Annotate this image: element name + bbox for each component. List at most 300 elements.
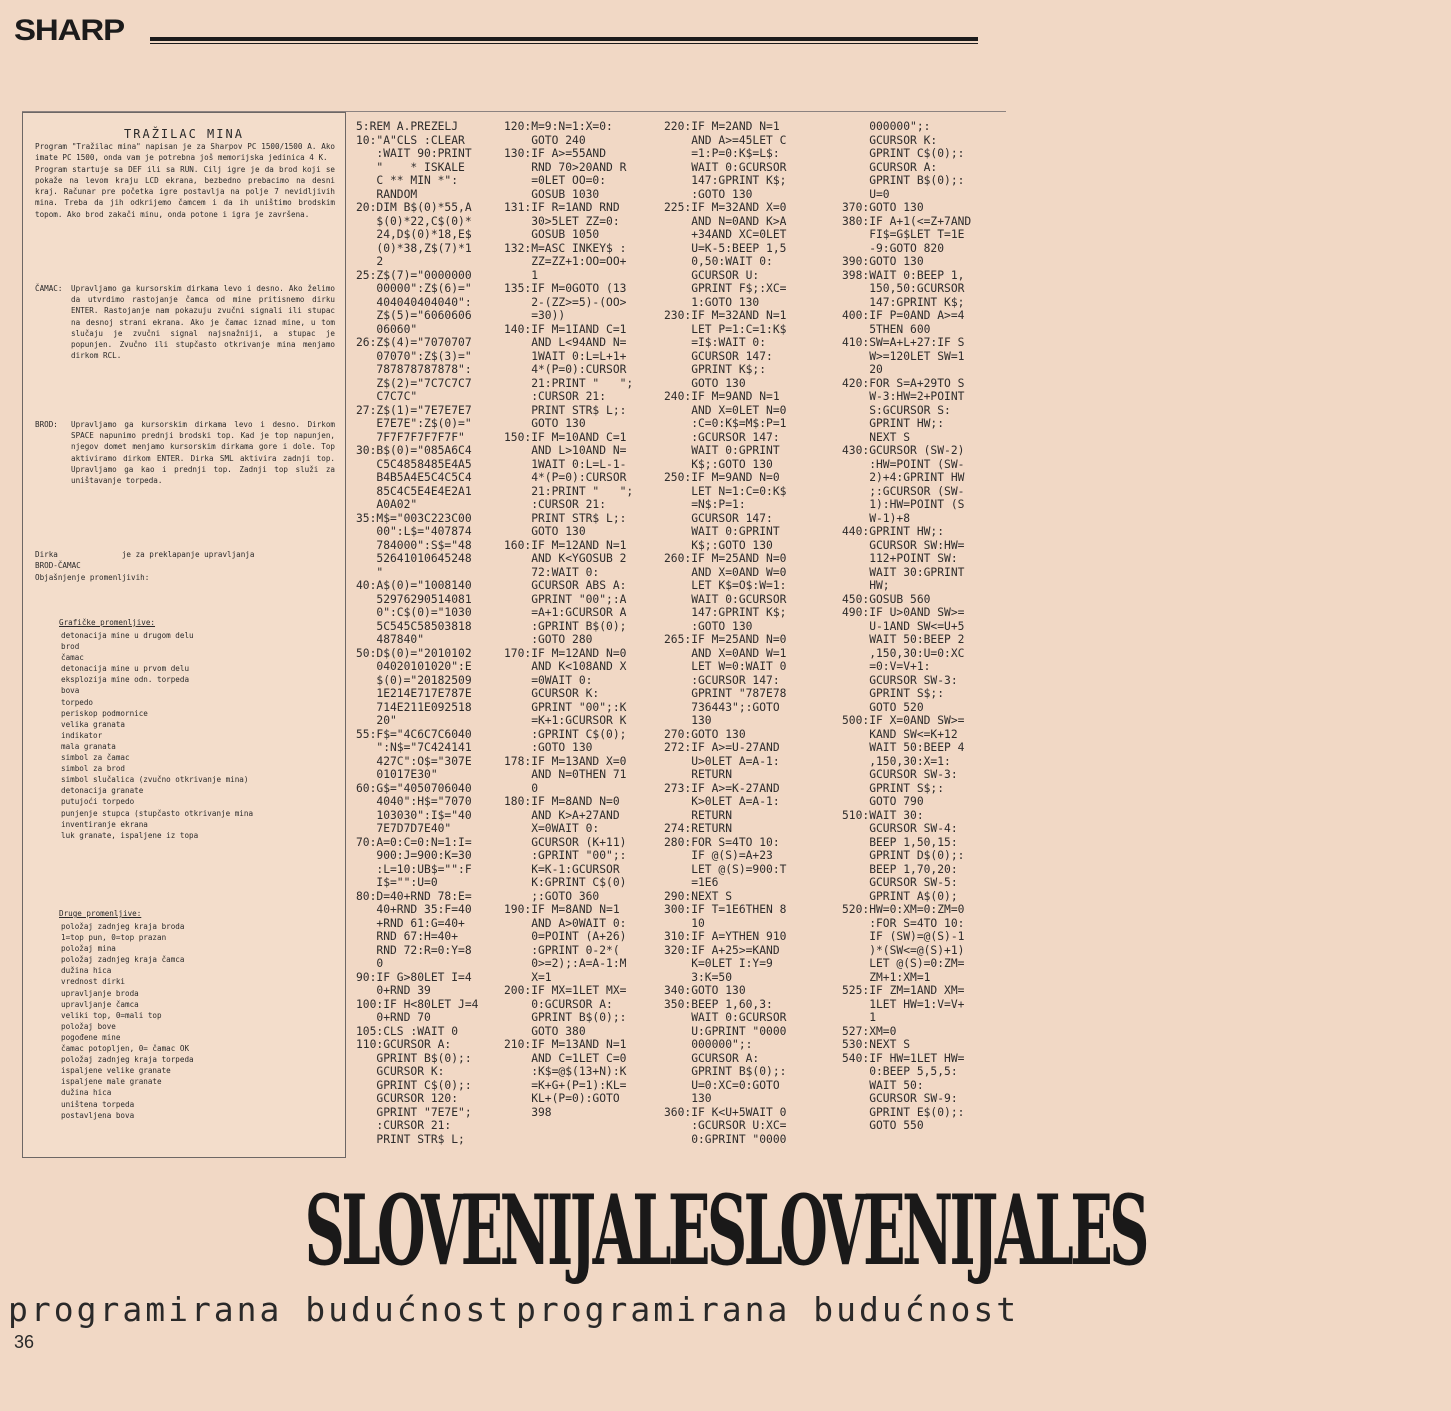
code-line: 200:IF MX=1LET MX= bbox=[504, 984, 627, 997]
other-var-item: položaj mina bbox=[61, 944, 116, 954]
graphic-var-item: periskop podmornice bbox=[61, 708, 148, 718]
code-line: RND 72:R=0:Y=8 bbox=[356, 943, 472, 957]
code-line: PRINT STR$ L;: bbox=[504, 511, 627, 525]
code-line: $(0)="20182509 bbox=[356, 673, 472, 687]
code-line: 540:IF HW=1LET HW= bbox=[842, 1051, 965, 1065]
code-line: 150,50:GCURSOR bbox=[842, 282, 965, 295]
code-line: 00000":Z$(6)=" bbox=[356, 282, 472, 295]
code-line: C5C4858485E4A5 bbox=[356, 457, 472, 471]
code-line: =K+1:GCURSOR K bbox=[504, 714, 627, 727]
code-line: U-1AND SW<=U+5 bbox=[842, 619, 965, 633]
code-line: NEXT S bbox=[842, 430, 911, 444]
other-var-item: položaj zadnjeg kraja čamca bbox=[61, 955, 185, 965]
other-var-item: upravljanje čamca bbox=[61, 999, 139, 1009]
graphic-var-item: detonacija mine u prvom delu bbox=[61, 664, 190, 674]
code-line: 273:IF A>=K-27AND bbox=[664, 781, 780, 795]
code-line: ;:GCURSOR (SW- bbox=[842, 484, 965, 498]
code-line: +RND 61:G=40+ bbox=[356, 916, 465, 930]
code-line: 487840" bbox=[356, 633, 425, 646]
code-line: 736443";:GOTO bbox=[664, 700, 780, 714]
code-line: 52976290514081 bbox=[356, 592, 472, 606]
code-line: :GPRINT B$(0); bbox=[504, 619, 627, 633]
code-line: S:GCURSOR S: bbox=[842, 403, 951, 417]
code-line: 4*(P=0):CURSOR bbox=[504, 363, 627, 376]
code-line: 210:IF M=13AND N=1 bbox=[504, 1038, 627, 1051]
code-line: 20:DIM B$(0)*55,A bbox=[356, 201, 472, 214]
code-line: 240:IF M=9AND N=1 bbox=[664, 390, 780, 403]
code-line: 410:SW=A+L+27:IF S bbox=[842, 336, 965, 349]
code-line: LET P=1:C=1:K$ bbox=[664, 322, 787, 336]
code-line: WAIT 0:GCURSOR bbox=[664, 1011, 787, 1024]
code-line: ZM+1:XM=1 bbox=[842, 970, 931, 984]
code-line: 400:IF P=0AND A>=4 bbox=[842, 309, 965, 322]
header-rule bbox=[150, 37, 978, 41]
code-line: 0>=2);:A=A-1:M bbox=[504, 957, 627, 970]
code-line: 60:G$="4050706040 bbox=[356, 781, 472, 795]
code-line: AND X=0LET N=0 bbox=[664, 403, 787, 417]
code-line: 0,50:WAIT 0: bbox=[664, 255, 773, 268]
code-line: GOTO 130 bbox=[664, 376, 746, 390]
graphic-var-item: mala granata bbox=[61, 741, 116, 751]
code-line: 390:GOTO 130 bbox=[842, 255, 924, 268]
code-line: GPRINT "787E78 bbox=[664, 687, 787, 700]
graphic-var-item: čamac bbox=[61, 653, 84, 663]
code-line: GPRINT B$(0);: bbox=[842, 174, 965, 187]
code-line: :GCURSOR U:XC= bbox=[664, 1119, 787, 1132]
code-line: A0A02" bbox=[356, 498, 418, 511]
banner bbox=[0, 1166, 1147, 1296]
code-line: =0WAIT 0: bbox=[504, 673, 593, 687]
code-line: 147:GPRINT K$; bbox=[664, 606, 787, 619]
code-line: W-1)+8 bbox=[842, 511, 911, 525]
code-line: =1E6 bbox=[664, 876, 719, 889]
code-line: GPRINT E$(0);: bbox=[842, 1105, 965, 1119]
other-var-item: čamac potopljen, 0= čamac OK bbox=[61, 1044, 190, 1054]
code-line: GPRINT S$;: bbox=[842, 781, 945, 795]
brod-section bbox=[35, 419, 335, 486]
code-line: 07070":Z$(3)=" bbox=[356, 349, 472, 363]
code-line: GOTO 790 bbox=[842, 795, 924, 808]
code-line: $(0)*22,C$(0)* bbox=[356, 214, 472, 228]
code-line: 490:IF U>0AND SW>= bbox=[842, 606, 965, 619]
code-line: :GOTO 130 bbox=[664, 619, 753, 633]
code-line: 398:WAIT 0:BEEP 1, bbox=[842, 268, 965, 282]
article-title: TRAŽILAC MINA bbox=[124, 127, 244, 141]
code-line: 105:CLS :WAIT 0 bbox=[356, 1024, 459, 1038]
other-var-item: dužina hica bbox=[61, 1088, 112, 1098]
brod-term: BROD: bbox=[35, 420, 58, 429]
graphic-var-item: punjenje stupca (stupčasto otkrivanje mina bbox=[61, 808, 254, 818]
code-line: X=0WAIT 0: bbox=[504, 822, 600, 835]
other-var-item: položaj zadnjeg kraja torpeda bbox=[61, 1055, 194, 1065]
code-line: 1WAIT 0:L=L+1+ bbox=[504, 349, 627, 363]
code-line: ZZ=ZZ+1:OO=OO+ bbox=[504, 255, 627, 268]
code-line: PRINT STR$ L;: bbox=[504, 403, 627, 417]
code-line: :GPRINT "00";: bbox=[504, 849, 627, 862]
code-line: 530:NEXT S bbox=[842, 1038, 911, 1051]
code-line: :CURSOR 21: bbox=[504, 390, 607, 403]
code-line: =A+1:GCURSOR A bbox=[504, 606, 627, 619]
code-line: :C=0:K$=M$:P=1 bbox=[664, 417, 787, 430]
code-line: :WAIT 90:PRINT bbox=[356, 147, 472, 160]
code-line: K$;:GOTO 130 bbox=[664, 538, 773, 552]
code-line: U=0 bbox=[842, 187, 890, 201]
code-line: AND A>=45LET C bbox=[664, 133, 787, 147]
code-line: 0 bbox=[356, 957, 384, 970]
code-line: C7C7C" bbox=[356, 390, 418, 403]
code-line: 10 bbox=[664, 916, 705, 930]
code-line: GCURSOR SW-4: bbox=[842, 822, 958, 835]
code-line: RND 67:H=40+ bbox=[356, 930, 459, 943]
code-line: 178:IF M=13AND X=0 bbox=[504, 754, 627, 768]
other-var-item: uništena torpeda bbox=[61, 1099, 135, 1109]
code-line: 714E211E092518 bbox=[356, 700, 472, 714]
graphic-var-item: simbol za brod bbox=[61, 764, 126, 774]
code-line: 170:IF M=12AND N=0 bbox=[504, 646, 627, 660]
other-var-item: 1=top pun, 0=top prazan bbox=[61, 933, 167, 943]
code-line: 0+RND 70 bbox=[356, 1011, 431, 1024]
graphic-vars-list bbox=[61, 630, 341, 841]
code-line: PRINT STR$ L; bbox=[356, 1132, 465, 1146]
code-line: :GPRINT C$(0); bbox=[504, 727, 627, 741]
code-line: 132:M=ASC INKEY$ : bbox=[504, 241, 627, 255]
code-line: K=0LET I:Y=9 bbox=[664, 957, 773, 970]
code-line: 55:F$="4C6C7C6040 bbox=[356, 727, 472, 741]
code-line: GOTO 130 bbox=[504, 417, 586, 430]
graphic-var-item: inventiranje ekrana bbox=[61, 819, 148, 829]
code-line: 787878787878": bbox=[356, 363, 472, 376]
graphic-var-item: brod bbox=[61, 642, 80, 652]
other-var-item: veliki top, 0=mali top bbox=[61, 1010, 162, 1020]
code-line: 450:GOSUB 560 bbox=[842, 592, 931, 606]
code-line: AND K>A+27AND bbox=[504, 808, 620, 822]
code-line: 131:IF R=1AND RND bbox=[504, 201, 620, 214]
code-line: =1:P=0:K$=L$: bbox=[664, 147, 780, 160]
camac-term: ČAMAC: bbox=[35, 284, 63, 293]
code-line: 2)+4:GPRINT HW bbox=[842, 471, 965, 484]
graphic-var-item: detonacija granate bbox=[61, 786, 144, 796]
code-line: 26:Z$(4)="7070707 bbox=[356, 336, 472, 349]
code-line: GCURSOR SW-5: bbox=[842, 876, 958, 889]
code-line: 30:B$(0)="085A6C4 bbox=[356, 444, 472, 457]
code-line: GCURSOR K: bbox=[504, 687, 600, 700]
code-line: 270:GOTO 130 bbox=[664, 727, 746, 741]
code-line: GCURSOR SW-9: bbox=[842, 1092, 958, 1105]
code-line: 90:IF G>80LET I=4 bbox=[356, 970, 472, 984]
other-var-item: upravljanje broda bbox=[61, 988, 139, 998]
code-line: IF (SW)=@(S)-1 bbox=[842, 930, 965, 943]
code-line: GPRINT S$;: bbox=[842, 687, 945, 700]
code-line: WAIT 0:GPRINT bbox=[664, 444, 780, 457]
code-line: GOTO 380 bbox=[504, 1024, 586, 1038]
code-column-2 bbox=[504, 120, 633, 1119]
code-line: 35:M$="003C223C00 bbox=[356, 511, 472, 525]
graphic-var-item: detonacija mine u drugom delu bbox=[61, 631, 194, 640]
code-line: 24,D$(0)*18,E$ bbox=[356, 228, 472, 241]
graphic-var-item: eksplozija mine odn. torpeda bbox=[61, 675, 190, 685]
code-line: GPRINT "00";:A bbox=[504, 592, 627, 606]
code-line: 250:IF M=9AND N=0 bbox=[664, 471, 780, 484]
code-line: LET @(S)=900:T bbox=[664, 862, 787, 876]
code-line: AND X=0AND W=1 bbox=[664, 646, 787, 660]
code-line: 72:WAIT 0: bbox=[504, 565, 600, 579]
dirka-line-2: BROD-ČAMAC bbox=[35, 561, 81, 570]
code-line: 274:RETURN bbox=[664, 822, 733, 835]
code-line: 130 bbox=[664, 1092, 712, 1105]
code-line: Z$(5)="6060606 bbox=[356, 309, 472, 322]
code-line: 340:GOTO 130 bbox=[664, 984, 746, 997]
graphic-var-item: velika granata bbox=[61, 719, 126, 729]
code-line: 260:IF M=25AND N=0 bbox=[664, 552, 787, 565]
code-line: GPRINT K$;: bbox=[664, 363, 767, 376]
code-line: BEEP 1,70,20: bbox=[842, 862, 958, 876]
code-line: 784000":S$="48 bbox=[356, 538, 472, 552]
code-line: 280:FOR S=4TO 10: bbox=[664, 835, 780, 849]
code-line: RETURN bbox=[664, 768, 733, 781]
code-line: 000000";: bbox=[842, 120, 931, 133]
article-box bbox=[22, 112, 346, 1158]
code-line: WAIT 0:GPRINT bbox=[664, 525, 780, 538]
code-line: AND X=0AND W=0 bbox=[664, 565, 787, 579]
code-line: 380:IF A+1(<=Z+7AND bbox=[842, 214, 972, 228]
code-line: LET W=0:WAIT 0 bbox=[664, 660, 787, 673]
code-line: 50:D$(0)="2010102 bbox=[356, 646, 472, 660]
other-var-item: ispaljene male granate bbox=[61, 1077, 162, 1087]
code-line: 430:GCURSOR (SW-2) bbox=[842, 444, 965, 457]
code-line: 21:PRINT " "; bbox=[504, 376, 634, 390]
code-line: 0":C$(0)="1030 bbox=[356, 606, 472, 619]
other-var-item: položaj zadnjeg kraja broda bbox=[61, 922, 185, 931]
code-line: AND N=0AND K>A bbox=[664, 214, 787, 228]
code-line: 520:HW=0:XM=0:ZM=0 bbox=[842, 903, 965, 916]
code-line: 20" bbox=[356, 714, 397, 727]
code-line: )*(SW<=@(S)+1) bbox=[842, 943, 965, 957]
code-line: 147:GPRINT K$; bbox=[842, 295, 965, 309]
code-line: 265:IF M=25AND N=0 bbox=[664, 633, 787, 646]
code-line: 370:GOTO 130 bbox=[842, 201, 924, 214]
code-line: U>0LET A=A-1: bbox=[664, 754, 780, 768]
code-line: 25:Z$(7)="0000000 bbox=[356, 268, 472, 282]
code-line: GCURSOR K: bbox=[842, 133, 938, 147]
code-line: 110:GCURSOR A: bbox=[356, 1038, 452, 1051]
code-line: 0:GPRINT "0000 bbox=[664, 1132, 787, 1146]
code-line: 427C":O$="307E bbox=[356, 754, 472, 768]
code-line: 85C4C5E4E4E2A1 bbox=[356, 484, 472, 498]
code-line: 360:IF K<U+5WAIT 0 bbox=[664, 1105, 787, 1119]
code-line: GPRINT B$(0);: bbox=[356, 1051, 472, 1065]
code-line: 130:IF A>=55AND bbox=[504, 147, 607, 160]
code-line: 40:A$(0)="1008140 bbox=[356, 579, 472, 592]
code-line: GOTO 240 bbox=[504, 133, 586, 147]
code-line: 2 bbox=[356, 255, 384, 268]
graphic-var-item: putujoći torpedo bbox=[61, 797, 135, 807]
code-line: WAIT 0:GCURSOR bbox=[664, 592, 787, 606]
code-line: I$="":U=0 bbox=[356, 876, 438, 889]
code-line: K>0LET A=A-1: bbox=[664, 795, 780, 808]
graphic-var-item: simbol slučalica (zvučno otkrivanje mina) bbox=[61, 775, 249, 785]
graphic-vars-heading: Grafičke promenljive: bbox=[59, 618, 156, 627]
code-line: " bbox=[356, 565, 384, 579]
code-line: 190:IF M=8AND N=1 bbox=[504, 903, 620, 916]
code-line: :FOR S=4TO 10: bbox=[842, 916, 965, 930]
code-line: 00":L$="407874 bbox=[356, 525, 472, 538]
other-vars-list bbox=[61, 921, 341, 1121]
code-line: 220:IF M=2AND N=1 bbox=[664, 120, 780, 133]
code-line: 01017E30" bbox=[356, 768, 438, 781]
code-line: 21:PRINT " "; bbox=[504, 484, 634, 498]
code-line: U=0:XC=0:GOTO bbox=[664, 1078, 780, 1092]
code-line: 5:REM A.PREZELJ bbox=[356, 120, 459, 133]
graphic-var-item: bova bbox=[61, 686, 80, 696]
code-line: C ** MIN *": bbox=[356, 174, 459, 187]
code-line: GOTO 550 bbox=[842, 1119, 924, 1132]
code-line: LET N=1:C=0:K$ bbox=[664, 484, 787, 498]
code-line: 420:FOR S=A+29TO S bbox=[842, 376, 965, 390]
code-line: 0=POINT (A+26) bbox=[504, 930, 627, 943]
code-line: 404040404040": bbox=[356, 295, 472, 309]
code-line: WAIT 0:GCURSOR bbox=[664, 160, 787, 174]
code-line: =N$:P=1: bbox=[664, 498, 746, 511]
code-line: 525:IF ZM=1AND XM= bbox=[842, 984, 965, 997]
code-line: :GCURSOR 147: bbox=[664, 673, 780, 687]
code-line: GCURSOR 120: bbox=[356, 1092, 459, 1105]
code-line: 440:GPRINT HW;: bbox=[842, 525, 945, 538]
banner-text: SLOVENIJALESLOVENIJALES bbox=[304, 1174, 1147, 1287]
code-line: 20 bbox=[842, 363, 883, 376]
code-line: ":N$="7C424141 bbox=[356, 741, 472, 754]
graphic-var-item: simbol za čamac bbox=[61, 753, 130, 763]
code-line: GCURSOR ABS A: bbox=[504, 579, 627, 592]
code-line: :K$=@$(13+N):K bbox=[504, 1065, 627, 1078]
code-line: :GPRINT 0-2*( bbox=[504, 943, 620, 957]
code-line: K$;:GOTO 130 bbox=[664, 457, 773, 471]
code-line: 000000";: bbox=[664, 1038, 753, 1051]
code-line: 500:IF X=0AND SW>= bbox=[842, 714, 965, 727]
code-line: W>=120LET SW=1 bbox=[842, 349, 965, 363]
code-line: 52641010645248 bbox=[356, 552, 472, 565]
code-line: -9:GOTO 820 bbox=[842, 241, 945, 255]
camac-body: Upravljamo ga kursorskim dirkama levo i desno. Ako želimo da utvrdimo rastojanje čamca od mine pritisnemo dirku ENTER. Rastojanje nam pokazuju zvučni signali ili stupac na desnoj strani ekrana. Ako je čamac iznad mine, u tom slučaju je zvučni signal najsnažniji, a stupac je popunjen. Zvučno ili stupčasto otkrivanje mina menjamo dirkom RCL. bbox=[71, 284, 335, 361]
code-line: AND L<94AND N= bbox=[504, 336, 627, 349]
code-line: RETURN bbox=[664, 808, 733, 822]
code-line: 30>5LET ZZ=0: bbox=[504, 214, 620, 228]
code-line: 350:BEEP 1,60,3: bbox=[664, 997, 773, 1011]
other-var-item: postavljena bova bbox=[61, 1110, 135, 1120]
code-line: :GOTO 130 bbox=[664, 187, 753, 201]
code-line: 150:IF M=10AND C=1 bbox=[504, 430, 627, 444]
code-line: WAIT 30:GPRINT bbox=[842, 565, 965, 579]
code-line: 5C545C58503818 bbox=[356, 619, 472, 633]
code-line: LET @(S)=0:ZM= bbox=[842, 957, 965, 970]
code-column-4 bbox=[842, 120, 971, 1133]
code-line: :GOTO 280 bbox=[504, 633, 593, 646]
code-line: GPRINT HW;: bbox=[842, 417, 945, 430]
code-line: GOTO 520 bbox=[842, 700, 924, 714]
graphic-var-item: luk granate, ispaljene iz topa bbox=[61, 830, 199, 840]
camac-section bbox=[35, 283, 335, 361]
code-line: GPRINT F$;:XC= bbox=[664, 282, 787, 295]
code-line: GCURSOR SW-3: bbox=[842, 768, 958, 781]
code-line: 290:NEXT S bbox=[664, 889, 733, 903]
code-line: 300:IF T=1E6THEN 8 bbox=[664, 903, 787, 916]
code-line: =K+G+(P=1):KL= bbox=[504, 1078, 627, 1092]
code-line: GPRINT "00";:K bbox=[504, 700, 627, 714]
code-line: RANDOM bbox=[356, 187, 418, 201]
code-line: E7E7E":Z$(0)=" bbox=[356, 417, 472, 430]
code-line: 180:IF M=8AND N=0 bbox=[504, 795, 620, 808]
code-line: GPRINT C$(0);: bbox=[842, 147, 965, 160]
code-line: 900:J=900:K=30 bbox=[356, 849, 472, 862]
code-line: X=1 bbox=[504, 970, 552, 984]
code-line: 1 bbox=[842, 1011, 877, 1024]
code-line: AND K<108AND X bbox=[504, 660, 627, 673]
code-line: BEEP 1,50,15: bbox=[842, 835, 958, 849]
code-line: 27:Z$(1)="7E7E7E7 bbox=[356, 403, 472, 417]
intro-paragraph-1: Program "Tražilac mina" napisan je za Sharpov PC 1500/1500 A. Ako imate PC 1500, onda vam je potrebna još memorijska jedinica 4 K. bbox=[35, 142, 335, 163]
graphic-var-item: indikator bbox=[61, 730, 103, 740]
code-line: GPRINT C$(0);: bbox=[356, 1078, 472, 1092]
code-line: GCURSOR 147: bbox=[664, 511, 773, 525]
code-line: 272:IF A>=U-27AND bbox=[664, 741, 780, 754]
other-var-item: pogođene mine bbox=[61, 1032, 121, 1042]
code-line: 320:IF A+25>=KAND bbox=[664, 943, 780, 957]
code-line: 0+RND 39 bbox=[356, 984, 431, 997]
code-line: 1E214E717E787E bbox=[356, 687, 472, 700]
code-line: 80:D=40+RND 78:E= bbox=[356, 889, 472, 903]
code-line: 40+RND 35:F=40 bbox=[356, 903, 472, 916]
code-column-1 bbox=[356, 120, 478, 1146]
code-line: 100:IF H<80LET J=4 bbox=[356, 997, 479, 1011]
code-line: ,150,30:U=0:XC bbox=[842, 646, 965, 660]
code-line: GPRINT B$(0);: bbox=[664, 1065, 787, 1078]
code-line: 10:"A"CLS :CLEAR bbox=[356, 133, 465, 147]
code-line: =I$:WAIT 0: bbox=[664, 336, 767, 349]
code-line: WAIT 50: bbox=[842, 1078, 924, 1092]
code-line: 310:IF A=YTHEN 910 bbox=[664, 930, 787, 943]
header-rule-thin bbox=[150, 43, 978, 44]
code-line: U=K-5:BEEP 1,5 bbox=[664, 241, 787, 255]
code-line: =0:V=V+1: bbox=[842, 660, 931, 673]
article-intro bbox=[35, 141, 335, 220]
code-line: 06060" bbox=[356, 322, 418, 336]
code-line: 0:BEEP 5,5,5: bbox=[842, 1065, 958, 1078]
code-line: 112+POINT SW: bbox=[842, 552, 958, 565]
code-line: 527:XM=0 bbox=[842, 1024, 897, 1038]
code-line: GCURSOR A: bbox=[664, 1051, 760, 1065]
code-line: :CURSOR 21: bbox=[504, 498, 607, 511]
code-line: GPRINT B$(0);: bbox=[504, 1011, 627, 1024]
code-line: RND 70>20AND R bbox=[504, 160, 627, 174]
code-line: 103030":I$="40 bbox=[356, 808, 472, 822]
code-line: GCURSOR K: bbox=[356, 1065, 445, 1078]
code-line: ,150,30:X=1: bbox=[842, 754, 951, 768]
code-line: GOTO 130 bbox=[504, 525, 586, 538]
code-line: :L=10:UB$="":F bbox=[356, 862, 472, 876]
code-line: :GCURSOR 147: bbox=[664, 430, 780, 444]
code-line: GCURSOR U: bbox=[664, 268, 760, 282]
code-line: K=K-1:GCURSOR bbox=[504, 862, 620, 876]
dirka-line: Dirka je za preklapanje upravljanja bbox=[35, 550, 255, 559]
code-line: W-3:HW=2+POINT bbox=[842, 390, 965, 403]
tagline-left: programirana budućnost bbox=[8, 1290, 512, 1329]
code-line: GCURSOR SW-3: bbox=[842, 673, 958, 687]
code-line: GPRINT "7E7E"; bbox=[356, 1105, 472, 1119]
code-line: GCURSOR 147: bbox=[664, 349, 773, 363]
code-line: +34AND XC=0LET bbox=[664, 228, 787, 241]
code-line: 4*(P=0):CURSOR bbox=[504, 471, 627, 484]
code-line: =30)) bbox=[504, 309, 566, 322]
code-line: AND N=0THEN 71 bbox=[504, 768, 627, 781]
